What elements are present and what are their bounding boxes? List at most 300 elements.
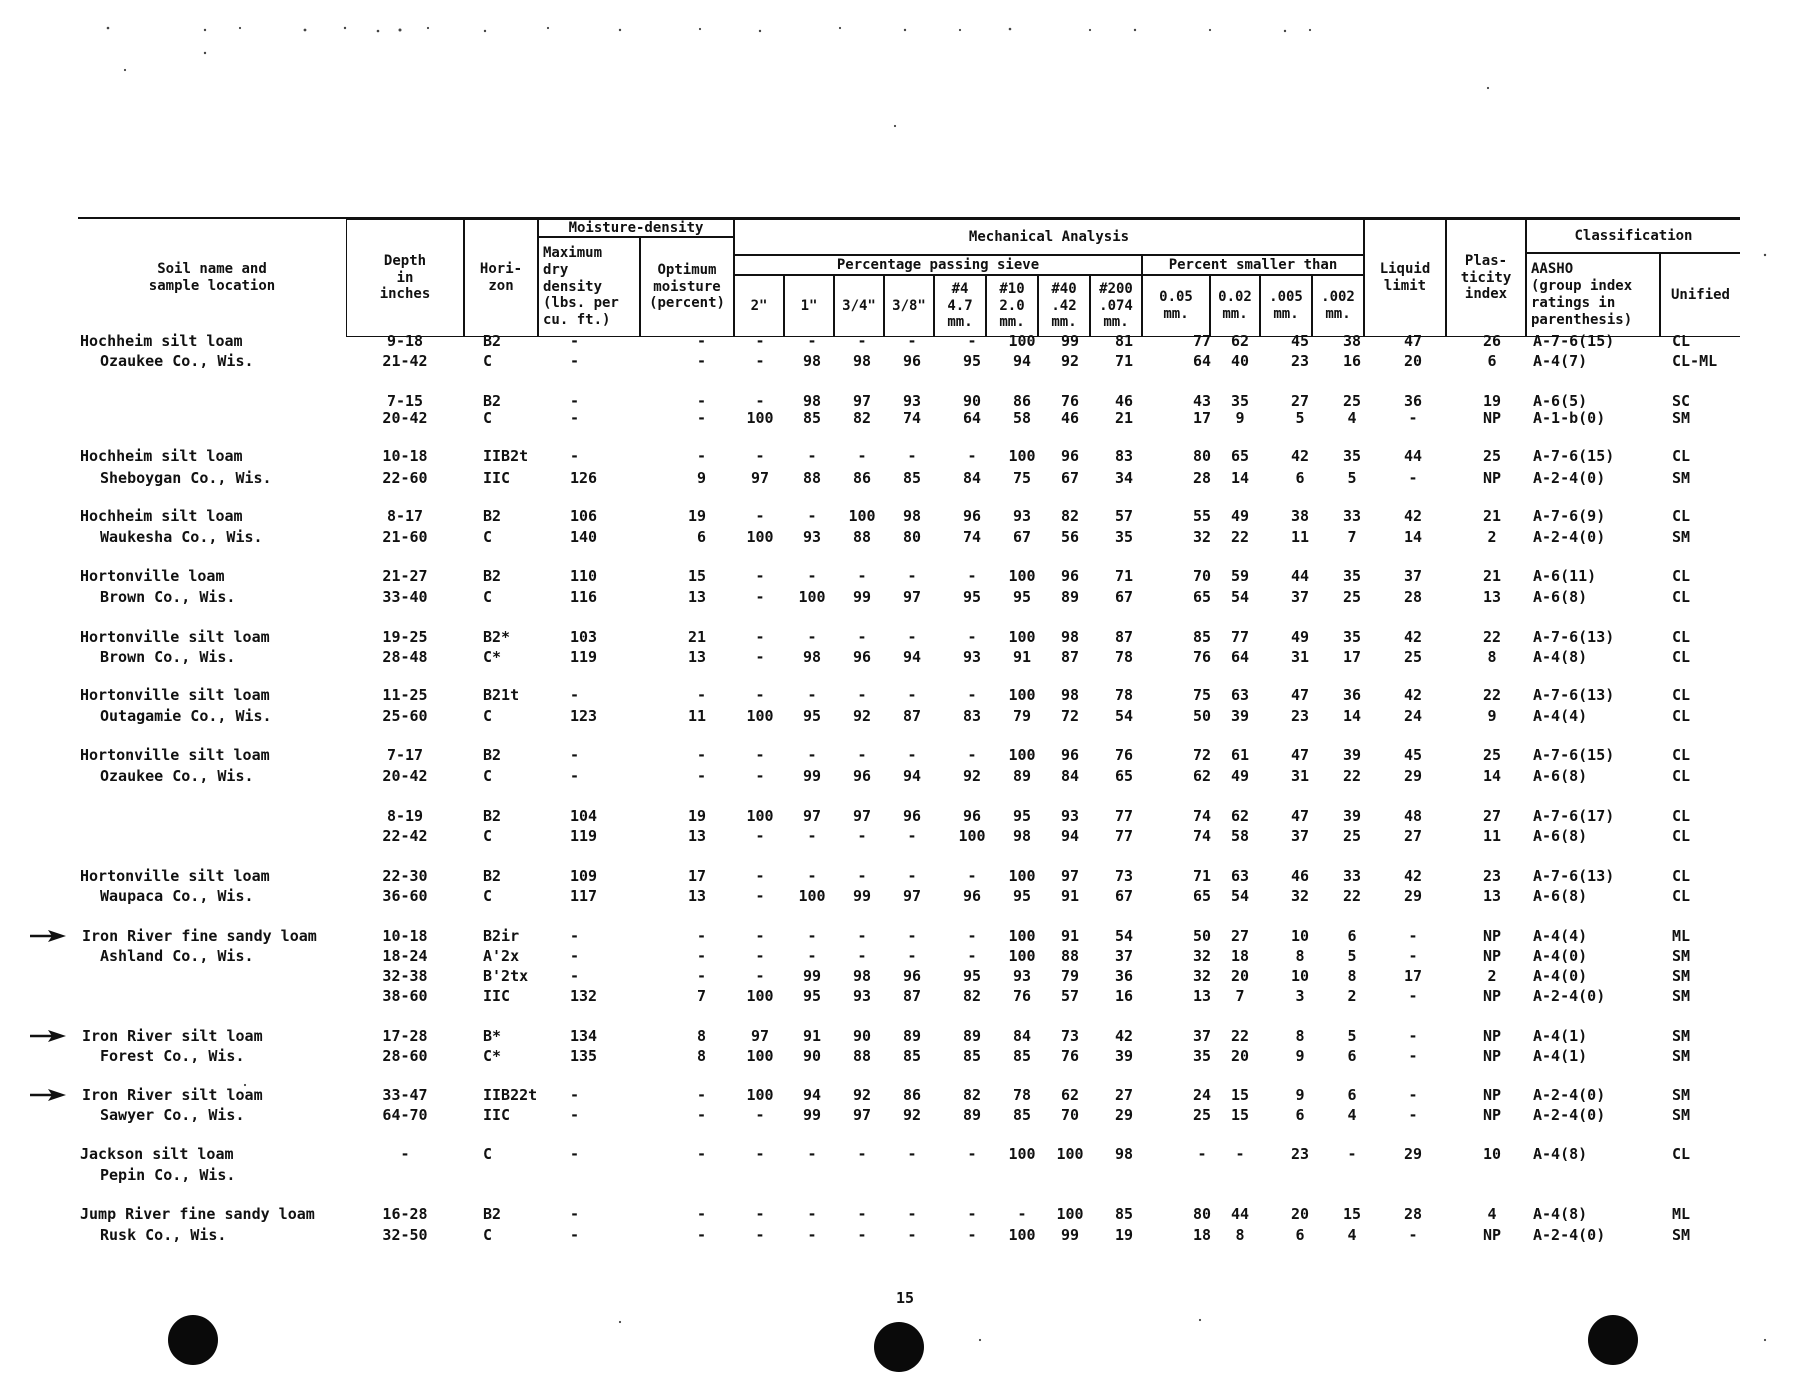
sieve-3-8in-value: 97 [902,588,922,606]
size-005-value: 32 [1192,947,1212,965]
sample-location: Rusk Co., Wis. [100,1226,227,1244]
sieve-1in-value: 98 [802,392,822,410]
sample-location: Outagamie Co., Wis. [100,707,272,725]
sieve-200-value: 34 [1114,469,1134,487]
plasticity-index-value: 22 [1482,628,1502,646]
sieve-10-value: 100 [1008,947,1036,965]
max-dry-density-value: - [570,409,580,427]
unified-value: SM [1672,469,1691,487]
sieve-10-value: 78 [1012,1086,1032,1104]
liquid-limit-value: - [1408,469,1418,487]
sieve-2in-value: 97 [750,469,770,487]
depth-value: 25-60 [382,707,428,725]
sieve-1in-value: - [807,628,817,646]
size-002-value: 22 [1230,1027,1250,1045]
sieve-3-4in-value: - [857,332,867,350]
liquid-limit-value: 28 [1403,588,1423,606]
aashto-value: A-2-4(0) [1533,1106,1606,1124]
horizon-value: IIC [483,1106,511,1124]
depth-value: 18-24 [382,947,428,965]
aashto-value: A-7-6(13) [1533,686,1615,704]
sieve-3-4in-value: - [857,686,867,704]
sieve-200-value: 36 [1114,967,1134,985]
sieve-200-value: 27 [1114,1086,1134,1104]
sample-location: Brown Co., Wis. [100,648,236,666]
unified-value: ML [1672,1205,1691,1223]
sieve-2in-value: - [755,1106,765,1124]
sieve-2in-value: - [755,507,765,525]
sieve-3-8in-value: 74 [902,409,922,427]
plasticity-index-value: 10 [1482,1145,1502,1163]
size-0005-value: 8 [1295,1027,1305,1045]
optimum-moisture-value: - [696,409,706,427]
plasticity-index-value: 22 [1482,686,1502,704]
sieve-40-value: 89 [1060,588,1080,606]
size-0002-value: 35 [1342,628,1362,646]
depth-value: 19-25 [382,628,428,646]
sieve-4-value: 92 [962,767,982,785]
sieve-3-4in-value: - [857,447,867,465]
unified-value: CL [1672,447,1691,465]
aashto-value: A-4(8) [1533,648,1588,666]
sieve-3-4in-value: 92 [852,1086,872,1104]
optimum-moisture-value: 21 [687,628,706,646]
sieve-3-8in-value: - [907,1226,917,1244]
plasticity-index-value: 8 [1487,648,1497,666]
unified-value: SM [1672,947,1691,965]
plasticity-index-value: 2 [1487,528,1497,546]
horizon-value: C* [483,648,502,666]
sieve-3-8in-value: 96 [902,807,922,825]
sieve-40-value: 98 [1060,686,1080,704]
size-002-value: 27 [1230,927,1250,945]
sieve-3-4in-value: 97 [852,1106,872,1124]
optimum-moisture-value: - [696,927,706,945]
sieve-3-8in-value: 80 [902,528,922,546]
aashto-value: A-6(11) [1533,567,1597,585]
size-002-value: - [1235,1145,1245,1163]
sieve-4-value: 96 [962,507,982,525]
sieve-3-4in-value: - [857,746,867,764]
sieve-4-value: 84 [962,469,982,487]
size-002-value: 64 [1230,648,1250,666]
depth-value: 20-42 [382,767,428,785]
sieve-3-8in-value: - [907,686,917,704]
size-005-value: 18 [1192,1226,1212,1244]
horizon-value: C [483,707,493,725]
sieve-40-value: 94 [1060,827,1080,845]
sieve-4-value: 93 [962,648,982,666]
optimum-moisture-value: - [696,746,706,764]
sieve-4-value: 100 [958,827,986,845]
sieve-1in-value: - [807,1226,817,1244]
max-dry-density-value: - [570,332,580,350]
max-dry-density-value: - [570,392,580,410]
sieve-4-value: - [967,447,977,465]
sieve-2in-value: - [755,628,765,646]
sieve-1in-value: 91 [802,1027,822,1045]
sieve-3-8in-value: 89 [902,1027,922,1045]
sieve-10-value: 91 [1012,648,1032,666]
plasticity-index-value: 11 [1482,827,1502,845]
size-0002-value: 8 [1347,967,1357,985]
sieve-2in-value: - [755,827,765,845]
depth-value: 11-25 [382,686,428,704]
sieve-4-value: 89 [962,1027,982,1045]
size-005-value: 70 [1192,567,1212,585]
liquid-limit-value: - [1408,1106,1418,1124]
plasticity-index-value: NP [1482,927,1502,945]
sieve-200-value: 78 [1114,648,1134,666]
sieve-200-value: 16 [1114,987,1134,1005]
optimum-moisture-value: 8 [696,1047,706,1065]
soil-name: Hochheim silt loam [80,447,243,465]
plasticity-index-value: 23 [1482,867,1502,885]
size-002-value: 9 [1235,409,1245,427]
pointer-arrow-icon [28,1088,68,1102]
max-dry-density-value: 140 [570,528,598,546]
plasticity-index-value: 13 [1482,887,1502,905]
aashto-value: A-7-6(15) [1533,746,1615,764]
horizon-value: C [483,1145,493,1163]
sieve-10-value: 95 [1012,887,1032,905]
size-005-value: - [1197,1145,1207,1163]
soil-name: Hochheim silt loam [80,332,243,350]
horizon-value: B2 [483,507,502,525]
soil-name: Jump River fine sandy loam [80,1205,315,1223]
optimum-moisture-value: 13 [687,827,706,845]
sieve-1in-value: - [807,507,817,525]
size-002-value: 18 [1230,947,1250,965]
max-dry-density-value: 104 [570,807,598,825]
size-0005-value: 47 [1290,686,1310,704]
sieve-40-value: 72 [1060,707,1080,725]
sieve-1in-value: 98 [802,352,822,370]
header-moisture-density: Moisture-density [538,219,734,237]
sieve-4-value: - [967,1145,977,1163]
size-0005-value: 9 [1295,1047,1305,1065]
sieve-3-8in-value: - [907,332,917,350]
header-classification: Classification [1526,219,1740,253]
size-0005-value: 37 [1290,588,1310,606]
liquid-limit-value: - [1408,1027,1418,1045]
size-0002-value: 25 [1342,392,1362,410]
header-percent-smaller: Percent smaller than [1142,255,1364,275]
max-dry-density-value: - [570,1205,580,1223]
sieve-2in-value: - [755,927,765,945]
liquid-limit-value: 42 [1403,686,1423,704]
max-dry-density-value: - [570,447,580,465]
size-0002-value: 6 [1347,927,1357,945]
soil-name: Iron River silt loam [82,1086,263,1104]
size-002-value: 35 [1230,392,1250,410]
sieve-40-value: 98 [1060,628,1080,646]
unified-value: SM [1672,1226,1691,1244]
size-002-value: 14 [1230,469,1250,487]
sieve-10-value: 67 [1012,528,1032,546]
sieve-3-4in-value: - [857,1145,867,1163]
sieve-3-8in-value: 92 [902,1106,922,1124]
sieve-1in-value: 95 [802,987,822,1005]
depth-value: 36-60 [382,887,428,905]
header-size-002: 0.02 mm. [1210,275,1260,337]
sieve-3-8in-value: 86 [902,1086,922,1104]
sieve-4-value: 96 [962,807,982,825]
sieve-1in-value: - [807,332,817,350]
liquid-limit-value: 24 [1403,707,1423,725]
aashto-value: A-7-6(15) [1533,332,1615,350]
aashto-value: A-4(0) [1533,947,1588,965]
optimum-moisture-value: - [696,686,706,704]
soil-name: Hortonville loam [80,567,225,585]
size-0005-value: 47 [1290,807,1310,825]
header-mechanical-analysis: Mechanical Analysis [734,219,1364,255]
max-dry-density-value: - [570,967,580,985]
aashto-value: A-4(1) [1533,1047,1588,1065]
unified-value: SM [1672,1086,1691,1104]
horizon-value: C [483,528,493,546]
unified-value: CL [1672,332,1691,350]
sieve-3-4in-value: 88 [852,528,872,546]
liquid-limit-value: 36 [1403,392,1423,410]
header-sieve-4: #4 4.7 mm. [934,275,986,337]
sieve-10-value: 100 [1008,927,1036,945]
aashto-value: A-7-6(13) [1533,867,1615,885]
sieve-10-value: 100 [1008,567,1036,585]
unified-value: CL [1672,827,1691,845]
size-0002-value: 5 [1347,469,1357,487]
sieve-3-8in-value: - [907,567,917,585]
sieve-2in-value: - [755,648,765,666]
sieve-40-value: 88 [1060,947,1080,965]
sieve-10-value: 100 [1008,628,1036,646]
liquid-limit-value: 25 [1403,648,1423,666]
liquid-limit-value: 48 [1403,807,1423,825]
depth-value: 9-18 [386,332,424,350]
horizon-value: B2 [483,392,502,410]
depth-value: 10-18 [382,927,428,945]
sample-location: Waukesha Co., Wis. [100,528,263,546]
size-0005-value: 23 [1290,1145,1310,1163]
sieve-3-4in-value: 99 [852,588,872,606]
size-005-value: 76 [1192,648,1212,666]
sieve-1in-value: - [807,686,817,704]
sieve-200-value: 54 [1114,927,1134,945]
aashto-value: A-4(0) [1533,967,1588,985]
sieve-40-value: 91 [1060,927,1080,945]
unified-value: ML [1672,927,1691,945]
sieve-40-value: 99 [1060,332,1080,350]
horizon-value: B'2tx [483,967,529,985]
size-0005-value: 37 [1290,827,1310,845]
sieve-3-4in-value: 98 [852,967,872,985]
depth-value: 17-28 [382,1027,428,1045]
horizon-value: B2 [483,807,502,825]
size-0002-value: 22 [1342,887,1362,905]
sieve-3-8in-value: 94 [902,648,922,666]
size-0005-value: 6 [1295,469,1305,487]
aashto-value: A-4(1) [1533,1027,1588,1045]
plasticity-index-value: 27 [1482,807,1502,825]
size-0005-value: 46 [1290,867,1310,885]
sieve-3-4in-value: - [857,1226,867,1244]
size-0005-value: 47 [1290,746,1310,764]
depth-value: 8-19 [386,807,424,825]
unified-value: CL [1672,686,1691,704]
sieve-40-value: 73 [1060,1027,1080,1045]
max-dry-density-value: 119 [570,648,598,666]
plasticity-index-value: 13 [1482,588,1502,606]
sieve-4-value: 89 [962,1106,982,1124]
unified-value: CL [1672,887,1691,905]
header-sieve-1in: 1" [784,275,834,337]
max-dry-density-value: 123 [570,707,598,725]
sieve-2in-value: - [755,887,765,905]
sieve-4-value: 74 [962,528,982,546]
sieve-10-value: 95 [1012,807,1032,825]
size-005-value: 80 [1192,1205,1212,1223]
aashto-value: A-2-4(0) [1533,1086,1606,1104]
size-0005-value: 6 [1295,1106,1305,1124]
sieve-200-value: 54 [1114,707,1134,725]
sieve-3-8in-value: 96 [902,352,922,370]
max-dry-density-value: - [570,767,580,785]
size-005-value: 72 [1192,746,1212,764]
size-0002-value: 4 [1347,1106,1357,1124]
size-005-value: 37 [1192,1027,1212,1045]
sample-location: Pepin Co., Wis. [100,1166,236,1184]
sieve-2in-value: - [755,947,765,965]
liquid-limit-value: 47 [1403,332,1423,350]
horizon-value: IIB2t [483,447,529,465]
optimum-moisture-value: - [696,967,706,985]
optimum-moisture-value: 9 [696,469,706,487]
sieve-40-value: 96 [1060,746,1080,764]
max-dry-density-value: 126 [570,469,598,487]
header-sieve-40: #40 .42 mm. [1038,275,1090,337]
depth-value: 64-70 [382,1106,428,1124]
size-0005-value: 49 [1290,628,1310,646]
sieve-200-value: 29 [1114,1106,1134,1124]
sieve-2in-value: - [755,967,765,985]
max-dry-density-value: - [570,1145,580,1163]
size-005-value: 85 [1192,628,1212,646]
depth-value: - [400,1145,410,1163]
horizon-value: B21t [483,686,520,704]
sieve-2in-value: - [755,746,765,764]
size-0002-value: 5 [1347,947,1357,965]
soil-name: Hortonville silt loam [80,746,270,764]
unified-value: CL [1672,628,1691,646]
plasticity-index-value: NP [1482,947,1502,965]
liquid-limit-value: 42 [1403,507,1423,525]
horizon-value: B2 [483,332,502,350]
size-0005-value: 9 [1295,1086,1305,1104]
sieve-40-value: 87 [1060,648,1080,666]
unified-value: SM [1672,1047,1691,1065]
sieve-10-value: 86 [1012,392,1032,410]
sieve-1in-value: 99 [802,1106,822,1124]
sieve-1in-value: - [807,567,817,585]
size-0005-value: 10 [1290,967,1310,985]
sieve-2in-value: - [755,867,765,885]
sieve-10-value: 100 [1008,686,1036,704]
sieve-40-value: 76 [1060,1047,1080,1065]
depth-value: 20-42 [382,409,428,427]
size-002-value: 44 [1230,1205,1250,1223]
sieve-4-value: 90 [962,392,982,410]
size-005-value: 24 [1192,1086,1212,1104]
size-005-value: 80 [1192,447,1212,465]
sieve-2in-value: 100 [746,987,774,1005]
size-002-value: 65 [1230,447,1250,465]
plasticity-index-value: NP [1482,1047,1502,1065]
sieve-2in-value: 100 [746,1086,774,1104]
liquid-limit-value: 29 [1403,767,1423,785]
header-aashto: AASHO (group index ratings in parenthesis) [1526,253,1660,337]
horizon-value: B2 [483,867,502,885]
unified-value: SM [1672,987,1691,1005]
sieve-200-value: 71 [1114,352,1134,370]
sieve-3-4in-value: 92 [852,707,872,725]
optimum-moisture-value: 13 [687,648,706,666]
size-0002-value: 14 [1342,707,1362,725]
depth-value: 32-38 [382,967,428,985]
unified-value: CL [1672,648,1691,666]
size-0005-value: 5 [1295,409,1305,427]
depth-value: 22-42 [382,827,428,845]
liquid-limit-value: - [1408,927,1418,945]
size-0002-value: 7 [1347,528,1357,546]
horizon-value: A'2x [483,947,520,965]
sieve-4-value: 85 [962,1047,982,1065]
depth-value: 21-27 [382,567,428,585]
sieve-3-8in-value: 98 [902,507,922,525]
size-0002-value: 4 [1347,1226,1357,1244]
soil-name: Iron River silt loam [82,1027,263,1045]
optimum-moisture-value: - [696,332,706,350]
sieve-4-value: - [967,746,977,764]
sieve-40-value: 46 [1060,409,1080,427]
plasticity-index-value: NP [1482,1027,1502,1045]
depth-value: 28-60 [382,1047,428,1065]
sieve-3-4in-value: 82 [852,409,872,427]
plasticity-index-value: NP [1482,1106,1502,1124]
sieve-2in-value: - [755,1145,765,1163]
unified-value: CL [1672,707,1691,725]
plasticity-index-value: 4 [1487,1205,1497,1223]
sieve-3-4in-value: 93 [852,987,872,1005]
sieve-4-value: 82 [962,1086,982,1104]
optimum-moisture-value: - [696,947,706,965]
sieve-3-4in-value: 100 [848,507,876,525]
aashto-value: A-4(7) [1533,352,1588,370]
size-005-value: 65 [1192,887,1212,905]
size-005-value: 32 [1192,528,1212,546]
sieve-2in-value: - [755,1226,765,1244]
sieve-3-8in-value: - [907,1205,917,1223]
sieve-200-value: 19 [1114,1226,1134,1244]
sieve-2in-value: 100 [746,528,774,546]
size-002-value: 22 [1230,528,1250,546]
optimum-moisture-value: 13 [687,887,706,905]
sieve-4-value: - [967,867,977,885]
liquid-limit-value: 42 [1403,867,1423,885]
binder-hole-right [1588,1315,1638,1365]
depth-value: 7-17 [386,746,424,764]
size-0002-value: 5 [1347,1027,1357,1045]
size-0002-value: 2 [1347,987,1357,1005]
